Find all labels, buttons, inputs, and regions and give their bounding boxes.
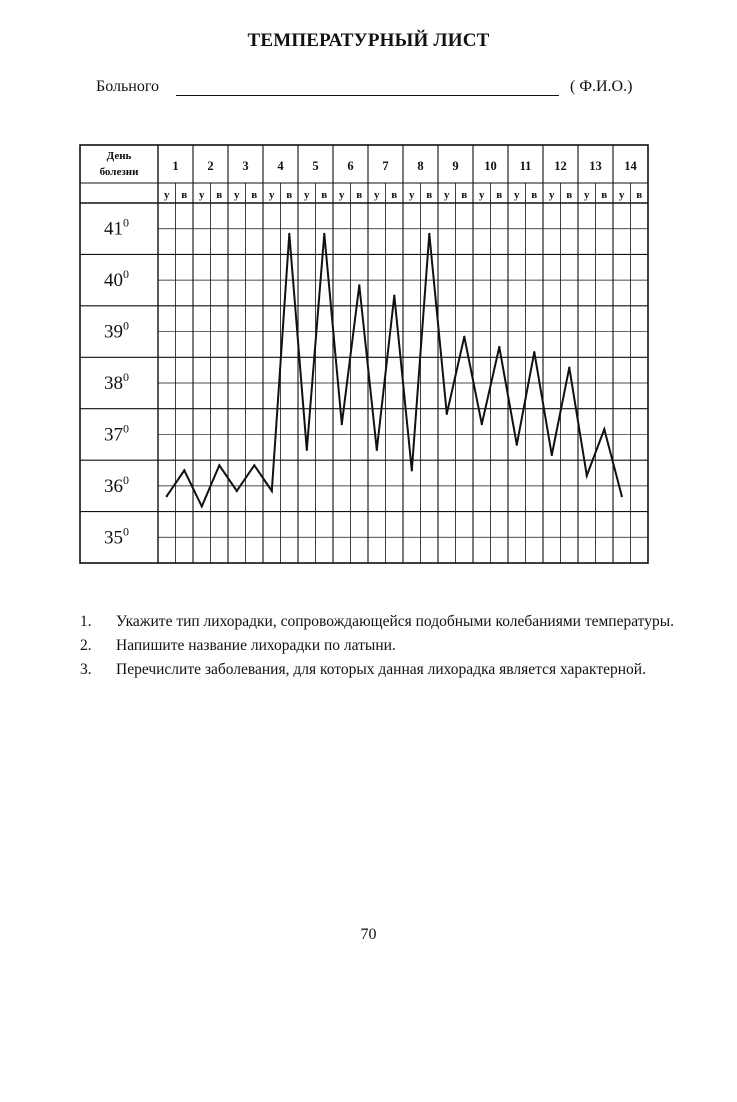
day-header-label: болезни <box>99 166 139 178</box>
page-title: ТЕМПЕРАТУРНЫЙ ЛИСТ <box>247 30 490 51</box>
temperature-point <box>236 490 238 492</box>
y-tick-superscript: 0 <box>123 370 129 384</box>
y-tick-label: $41^0$ <box>104 215 129 240</box>
day-number-label: 14 <box>624 159 637 173</box>
question-number: 3. <box>80 661 92 678</box>
temperature-point <box>376 449 378 451</box>
temperature-point <box>586 475 588 477</box>
question-text: Укажите тип лихорадки, сопровождающейся подобными колебаниями температуры. <box>116 613 675 630</box>
time-of-day-label: у <box>584 189 590 201</box>
question-item <box>80 636 680 656</box>
time-of-day-label: в <box>356 189 363 201</box>
temperature-point <box>428 233 430 235</box>
day-number-label: 8 <box>417 159 424 173</box>
day-number-label: 11 <box>519 159 532 173</box>
temperature-point <box>323 233 325 235</box>
y-tick-superscript: 0 <box>123 267 129 282</box>
temperature-point <box>551 454 553 456</box>
temperature-point <box>411 469 413 471</box>
time-of-day-label: в <box>391 189 398 201</box>
time-of-day-label: у <box>479 189 485 201</box>
time-of-day-label: в <box>426 189 433 201</box>
y-tick-label: $37^0$ <box>104 421 129 446</box>
day-number-label: 5 <box>312 159 319 173</box>
question-number: 2. <box>80 637 92 654</box>
time-of-day-label: в <box>636 189 643 201</box>
time-of-day-label: у <box>304 189 310 201</box>
time-of-day-label: в <box>251 189 258 201</box>
y-tick-superscript: 0 <box>123 318 129 333</box>
patient-fio-hint: ( Ф.И.О.) <box>570 78 633 95</box>
time-of-day-label: у <box>339 189 345 201</box>
time-of-day-label: в <box>496 189 503 201</box>
y-tick-label: $35^0$ <box>104 524 129 549</box>
day-number-label: 13 <box>589 159 602 173</box>
temperature-point <box>516 444 518 446</box>
question-text: Напишите название лихорадки по латыни. <box>116 637 396 654</box>
y-tick-superscript: 0 <box>123 215 129 230</box>
day-number-label: 2 <box>207 159 214 173</box>
time-of-day-label: у <box>444 189 450 201</box>
time-of-day-label: в <box>531 189 538 201</box>
time-of-day-label: у <box>374 189 380 201</box>
question-number: 1. <box>80 613 92 630</box>
temperature-point <box>288 233 290 235</box>
temperature-point <box>498 346 500 348</box>
question-item <box>80 660 680 680</box>
temperature-point <box>393 295 395 297</box>
page-number: 70 <box>360 926 377 943</box>
y-tick-superscript: 0 <box>123 472 129 487</box>
time-of-day-label: в <box>461 189 468 201</box>
temperature-series-line <box>167 234 622 507</box>
temperature-point <box>446 413 448 415</box>
temperature-point <box>341 423 343 425</box>
day-number-label: 7 <box>382 159 389 173</box>
time-of-day-label: у <box>269 189 275 201</box>
time-of-day-label: у <box>199 189 205 201</box>
temperature-point <box>183 469 185 471</box>
time-of-day-label: у <box>514 189 520 201</box>
time-of-day-label: у <box>549 189 555 201</box>
temperature-point <box>568 367 570 369</box>
day-number-label: 9 <box>452 159 459 173</box>
temperature-point <box>218 464 220 466</box>
temperature-point <box>603 428 605 430</box>
day-number-label: 12 <box>554 159 567 173</box>
time-of-day-label: у <box>619 189 625 201</box>
time-of-day-label: в <box>566 189 573 201</box>
time-of-day-label: в <box>216 189 223 201</box>
temperature-point <box>621 495 623 497</box>
day-number-label: 1 <box>172 159 179 173</box>
day-number-label: 3 <box>242 159 249 173</box>
temperature-point <box>481 423 483 425</box>
question-item <box>80 612 680 632</box>
y-tick-label: $40^0$ <box>104 267 129 292</box>
time-of-day-label: в <box>601 189 608 201</box>
y-tick-label: $39^0$ <box>104 318 129 343</box>
day-number-label: 6 <box>347 159 354 173</box>
y-tick-superscript: 0 <box>123 421 129 436</box>
day-number-label: 4 <box>277 159 284 173</box>
y-tick-label: $36^0$ <box>104 472 129 497</box>
day-number-label: 10 <box>484 159 497 173</box>
temperature-point <box>306 449 308 451</box>
time-of-day-label: в <box>181 189 188 201</box>
y-tick-label: $38^0$ <box>104 370 129 394</box>
question-text: Перечислите заболевания, для которых данная лихорадка является характерной. <box>116 661 646 678</box>
time-of-day-label: в <box>321 189 328 201</box>
questions-list <box>80 612 680 684</box>
day-header-label: День <box>106 150 132 162</box>
temperature-point <box>463 336 465 338</box>
y-tick-superscript: 0 <box>123 524 129 539</box>
time-of-day-label: в <box>286 189 293 201</box>
patient-label: Больного <box>96 78 159 95</box>
temperature-point <box>253 464 255 466</box>
time-of-day-label: у <box>409 189 415 201</box>
time-of-day-label: у <box>164 189 170 201</box>
temperature-point <box>533 351 535 353</box>
temperature-point <box>271 490 273 492</box>
chart-frame <box>80 145 648 563</box>
temperature-point <box>201 505 203 507</box>
temperature-point <box>166 495 168 497</box>
temperature-point <box>358 284 360 286</box>
time-of-day-label: у <box>234 189 240 201</box>
